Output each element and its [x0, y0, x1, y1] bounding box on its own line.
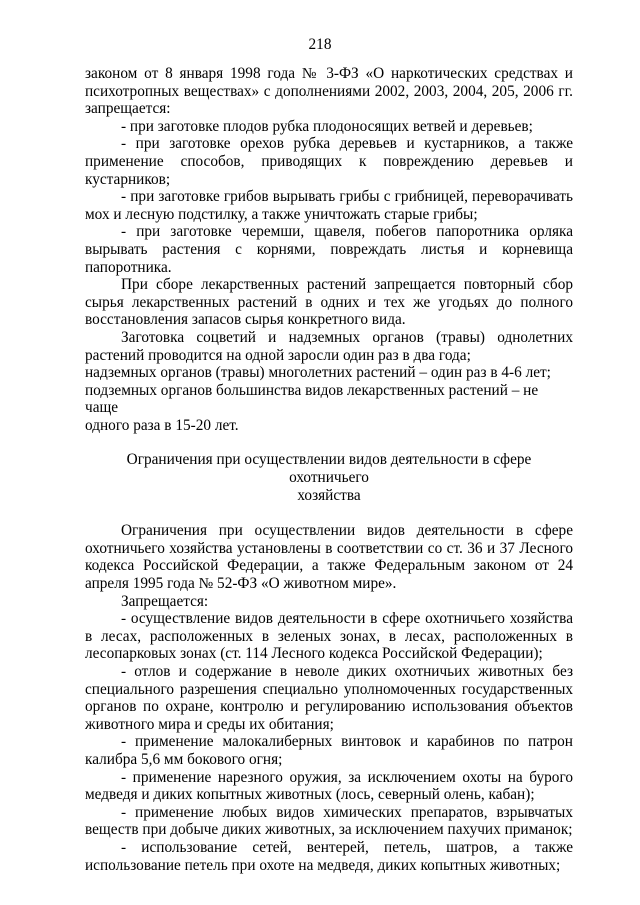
text-line: При сборе лекарственных растений запрещается повторный сбор: [121, 276, 573, 294]
text-line: охотничьего хозяйства установлены в соответствии со ст. 36 и 37 Лесного: [85, 539, 573, 557]
text-line: восстановления запасов сырья конкретного вида.: [85, 311, 406, 329]
text-line: - применение нарезного оружия, за исключением охоты на бурого: [121, 768, 573, 786]
text-line: - осуществление видов деятельности в сфере охотничьего хозяйства: [121, 610, 573, 628]
text-line: веществ при добыче диких животных, за исключением пахучих приманок;: [85, 821, 573, 839]
text-line: вырывать растения с корнями, повреждать листья и корневища: [85, 240, 573, 258]
text-line: кустарников;: [85, 170, 171, 188]
text-line: сырья лекарственных растений в одних и тех же угодьях до полного: [85, 293, 573, 311]
section-heading: Ограничения при осуществлении видов деятельности в сфере охотничьего: [126, 451, 532, 487]
page-number: 218: [308, 36, 332, 53]
text-line: - при заготовке плодов рубка плодоносящих ветвей и деревьев;: [121, 117, 533, 135]
text-line: подземных органов большинства видов лекарственных растений – не чаще: [85, 381, 539, 417]
text-line: мох и лесную подстилку, а также уничтожать старые грибы;: [85, 205, 478, 223]
text-line: лесопарковых зонах (ст. 114 Лесного кодекса Российской Федерации);: [85, 645, 543, 663]
text-line: специального разрешения специально уполномоченных государственных: [85, 680, 573, 698]
document-body: [85, 65, 573, 874]
text-line: - применение малокалиберных винтовок и карабинов по патрон: [121, 733, 573, 751]
text-line: законом от 8 января 1998 года № 3-ФЗ «О наркотических средствах и: [85, 65, 573, 82]
text-line: животного мира и среды их обитания;: [85, 715, 334, 733]
text-line: Заготовка соцветий и надземных органов (травы) однолетних: [121, 328, 573, 346]
text-line: - при заготовке орехов рубка деревьев и кустарников, а также: [121, 135, 573, 153]
text-line: одного раза в 15-20 лет.: [85, 416, 239, 434]
text-line: запрещается:: [85, 100, 171, 118]
text-line: Запрещается:: [121, 592, 209, 610]
text-line: апреля 1995 года № 52-ФЗ «О животном мире».: [85, 575, 397, 593]
text-line: Ограничения при осуществлении видов деятельности в сфере: [121, 522, 573, 540]
text-line: - при заготовке черемши, щавеля, побегов папоротника орляка: [121, 223, 573, 241]
text-line: - использование сетей, вентерей, петель, шатров, а также: [121, 838, 573, 856]
text-line: калибра 5,6 мм бокового огня;: [85, 750, 283, 768]
text-line: применение способов, приводящих к повреждению деревьев и: [85, 152, 573, 170]
text-line: - применение любых видов химических препаратов, взрывчатых: [121, 803, 573, 821]
text-line: психотропных веществах» с дополнениями 2002, 2003, 2004, 205, 2006 гг.: [85, 82, 573, 100]
text-line: папоротника.: [85, 258, 172, 276]
text-line: органов по охране, контролю и регулированию использования объектов: [85, 698, 573, 716]
spacer: [85, 434, 573, 451]
text-line: кодекса Российской Федерации, а также Федеральным законом от 24: [85, 557, 573, 575]
section-heading: хозяйства: [297, 486, 361, 504]
text-line: надземных органов (травы) многолетних растений – один раз в 4-6 лет;: [85, 364, 551, 382]
text-line: - при заготовке грибов вырывать грибы с грибницей, переворачивать: [121, 188, 573, 206]
spacer: [85, 504, 573, 522]
text-line: растений проводится на одной заросли один раз в два года;: [85, 346, 471, 364]
text-line: - отлов и содержание в неволе диких охотничьих животных без: [121, 663, 573, 680]
text-line: использование петель при охоте на медведя, диких копытных животных;: [85, 856, 561, 874]
text-line: в лесах, расположенных в зеленых зонах, в лесах, расположенных в: [85, 627, 573, 645]
text-line: медведя и диких копытных животных (лось, северный олень, кабан);: [85, 786, 535, 804]
